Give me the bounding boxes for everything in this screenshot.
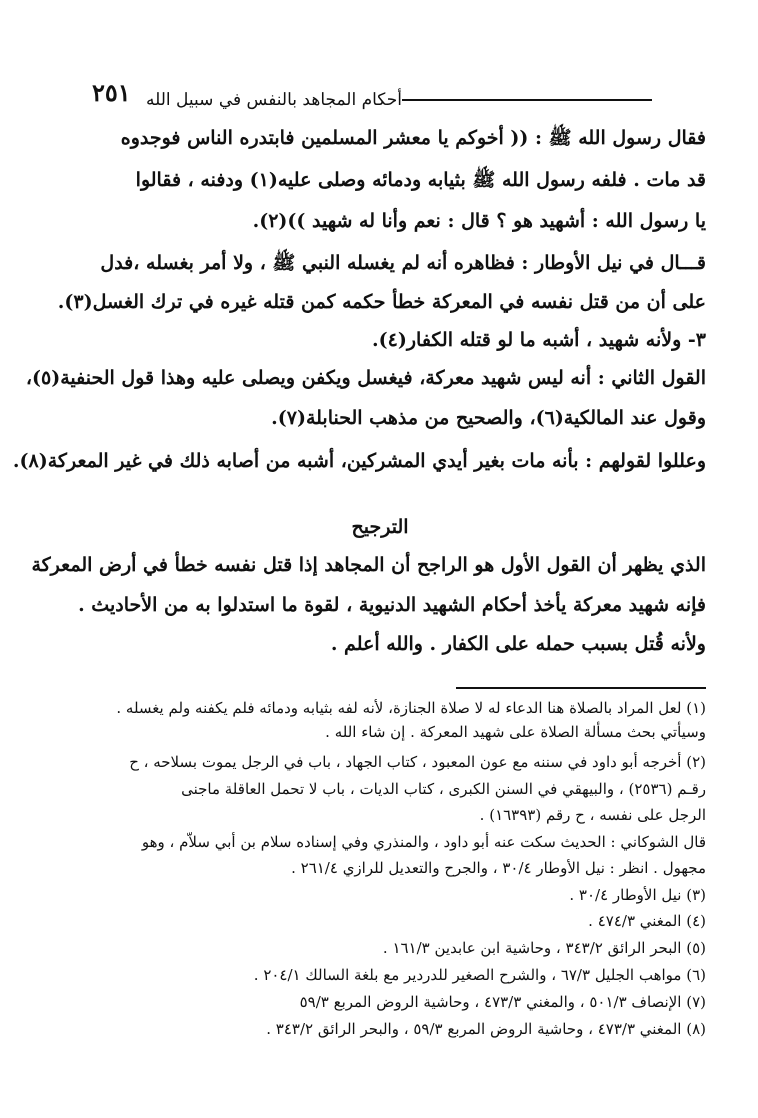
page-number: ٢٥١ [92, 78, 131, 107]
running-title: أحكام المجاهد بالنفس في سبيل الله [146, 90, 402, 110]
footnote-line: مجهول . انظر : نيل الأوطار ٣٠/٤ ، والجرح والتعديل للرازي ٢٦١/٤ . [291, 859, 706, 877]
body-line: يا رسول الله : أشهيد هو ؟ قال : نعم وأنا له شهيد ))(٢). [252, 210, 706, 232]
body-line: ٣- ولأنه شهيد ، أشبه ما لو قتله الكفار(٤). [372, 329, 706, 351]
body-line: قد مات . فلفه رسول الله ﷺ بثيابه ودمائه وصلى عليه(١) ودفنه ، فقالوا [135, 169, 706, 191]
body-line: وقول عند المالكية(٦)، والصحيح من مذهب الحنابلة(٧). [271, 407, 706, 429]
running-header [146, 90, 706, 110]
footnote-line: (٢) أخرجه أبو داود في سننه مع عون المعبود ، كتاب الجهاد ، باب في الرجل يموت بسلاحه ، ح [129, 753, 706, 771]
footnote-line: (٥) البحر الرائق ٣٤٣/٢ ، وحاشية ابن عابدين ١٦١/٣ . [382, 939, 706, 957]
header-rule [402, 99, 652, 101]
body-line: وعللوا لقولهم : بأنه مات بغير أيدي المشركين، أشبه من أصابه ذلك في غير المعركة(٨). [12, 450, 706, 472]
tarjih-line: فإنه شهيد معركة يأخذ أحكام الشهيد الدنيوية ، لقوة ما استدلوا به من الأحاديث . [78, 594, 706, 616]
footnote-line: (٦) مواهب الجليل ٦٧/٣ ، والشرح الصغير للدردير مع بلغة السالك ٢٠٤/١ . [253, 966, 706, 984]
footnote-line: قال الشوكاني : الحديث سكت عنه أبو داود ، والمنذري وفي إسناده سلام بن أبي سلاّم ، وهو [141, 833, 706, 851]
tarjih-line: الذي يظهر أن القول الأول هو الراجح أن المجاهد إذا قتل نفسه خطأ في أرض المعركة [31, 554, 706, 576]
body-line: القول الثاني : أنه ليس شهيد معركة، فيغسل ويكفن ويصلى عليه وهذا قول الحنفية(٥)، [25, 367, 706, 389]
body-line: قـــال في نيل الأوطار : فظاهره أنه لم يغسله النبي ﷺ ، ولا أمر بغسله ،فدل [100, 252, 706, 274]
footnote-line: (٤) المغني ٤٧٤/٣ . [588, 912, 706, 930]
footnote-separator [456, 687, 706, 689]
tarjih-line: ولأنه قُتل بسبب حمله على الكفار . والله أعلم . [330, 633, 706, 655]
footnote-line: (٨) المغني ٤٧٣/٣ ، وحاشية الروض المربع ٥٩/٣ ، والبحر الرائق ٣٤٣/٢ . [266, 1020, 706, 1038]
section-heading-tarjih: الترجيح [351, 516, 409, 538]
footnote-line: (٣) نيل الأوطار ٣٠/٤ . [569, 886, 706, 904]
footnote-line: الرجل على نفسه ، ح رقم (١٦٣٩٣) . [479, 806, 706, 824]
body-line: فقال رسول الله ﷺ : (( أخوكم يا معشر المسلمين فابتدره الناس فوجدوه [120, 127, 706, 149]
body-line: على أن من قتل نفسه في المعركة خطأ حكمه كمن قتله غيره في ترك الغسل(٣). [57, 291, 706, 313]
footnote-line: (٧) الإنصاف ٥٠١/٣ ، والمغني ٤٧٣/٣ ، وحاشية الروض المربع ٥٩/٣ [299, 993, 706, 1011]
footnote-line: (١) لعل المراد بالصلاة هنا الدعاء له لا صلاة الجنازة، لأنه لفه بثيابه ودمائه فلم يكفنه ولم يغسله . [116, 699, 706, 717]
footnote-line: رقـم (٢٥٣٦) ، والبيهقي في السنن الكبرى ، كتاب الديات ، باب لا تحمل العاقلة ماجنى [181, 780, 706, 798]
footnote-line: وسيأتي بحث مسألة الصلاة على شهيد المعركة . إن شاء الله . [325, 723, 706, 741]
